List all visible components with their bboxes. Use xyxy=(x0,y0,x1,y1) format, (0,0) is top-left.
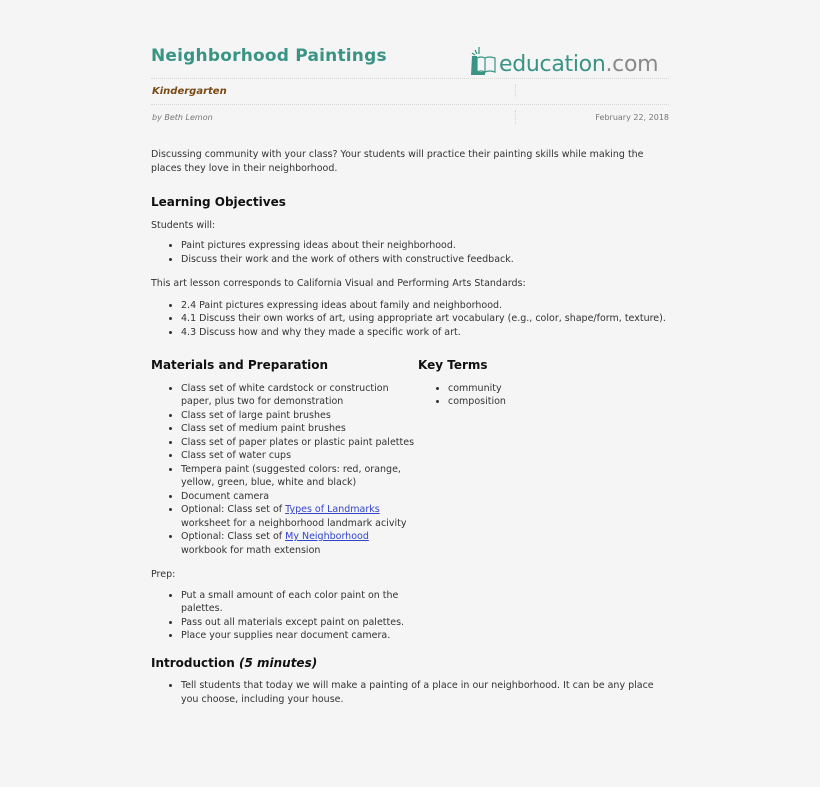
list-item: • Class set of water cups xyxy=(181,449,418,463)
list-item: • composition xyxy=(448,395,668,409)
types-of-landmarks-link[interactable]: Types of Landmarks xyxy=(285,504,380,515)
list-item: • Class set of large paint brushes xyxy=(181,409,418,423)
intro-paragraph: Discussing community with your class? Your students will practice their painting skills while making the places they love in their neighborhood. xyxy=(151,149,644,174)
list-item: • Class set of paper plates or plastic paint palettes xyxy=(181,436,418,450)
author: by Beth Lemon xyxy=(152,113,213,122)
divider xyxy=(151,104,669,105)
learning-objectives-heading: Learning Objectives xyxy=(151,195,286,209)
list-item: • Put a small amount of each color paint on the palettes. xyxy=(181,589,421,616)
page-title: Neighborhood Paintings xyxy=(151,46,387,66)
list-item: • Discuss their work and the work of others with constructive feedback. xyxy=(181,253,671,267)
students-will-label: Students will: xyxy=(151,219,216,231)
book-reader-icon xyxy=(469,44,499,76)
divider xyxy=(515,84,516,98)
divider xyxy=(515,110,516,124)
list-item: • Tempera paint (suggested colors: red, orange, yellow, green, blue, white and black) xyxy=(181,463,418,490)
list-item: • 4.1 Discuss their own works of art, using appropriate art vocabulary (e.g., color, shape/form, texture). xyxy=(181,312,671,326)
list-item: • Class set of medium paint brushes xyxy=(181,422,418,436)
introduction-heading: Introduction (5 minutes) xyxy=(151,655,318,670)
prep-label: Prep: xyxy=(151,569,176,580)
materials-section xyxy=(151,359,418,557)
key-terms-heading: Key Terms xyxy=(418,358,488,372)
list-item: • Paint pictures expressing ideas about their neighborhood. xyxy=(181,239,671,253)
duration: (5 minutes) xyxy=(238,655,318,670)
logo-text: education.com xyxy=(499,52,659,77)
standards-lead: This art lesson corresponds to California Visual and Performing Arts Standards: xyxy=(151,278,526,289)
education-logo[interactable] xyxy=(469,42,658,76)
prep-list xyxy=(151,589,421,643)
materials-list xyxy=(151,382,418,558)
materials-keyterms-row xyxy=(151,359,671,557)
list-item: • community xyxy=(448,382,668,396)
divider xyxy=(151,78,669,79)
materials-heading: Materials and Preparation xyxy=(151,358,329,372)
standards-list xyxy=(151,299,671,340)
list-item: • Optional: Class set of Types of Landmarks worksheet for a neighborhood landmark acivity xyxy=(181,503,418,530)
publish-date: February 22, 2018 xyxy=(595,113,669,122)
list-item: • 2.4 Paint pictures expressing ideas about family and neighborhood. xyxy=(181,299,671,313)
document-body xyxy=(151,148,671,706)
list-item: • Pass out all materials except paint on palettes. xyxy=(181,616,421,630)
list-item: • Class set of white cardstock or construction paper, plus two for demonstration xyxy=(181,382,418,409)
grade-label: Kindergarten xyxy=(152,86,227,97)
my-neighborhood-link[interactable]: My Neighborhood xyxy=(285,531,369,542)
key-terms-section xyxy=(418,359,668,557)
list-item: • Optional: Class set of My Neighborhood workbook for math extension xyxy=(181,530,418,557)
list-item: • Document camera xyxy=(181,490,418,504)
objectives-list xyxy=(151,239,671,266)
list-item: • Tell students that today we will make a painting of a place in our neighborhood. It can be any place you choose, including your house. xyxy=(181,679,671,706)
list-item: • Place your supplies near document camera. xyxy=(181,629,421,643)
key-terms-list xyxy=(418,382,668,409)
list-item: • 4.3 Discuss how and why they made a specific work of art. xyxy=(181,326,671,340)
introduction-list xyxy=(151,679,671,706)
